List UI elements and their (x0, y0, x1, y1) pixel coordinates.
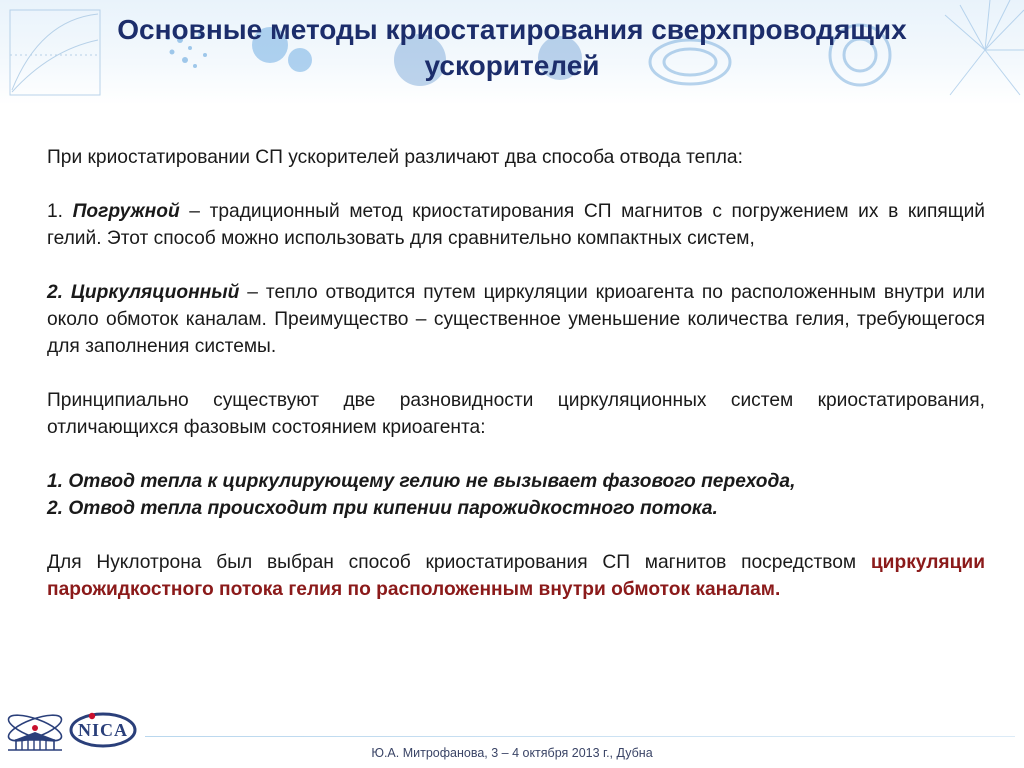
slide-content (47, 144, 985, 603)
variant2-text: 2. Отвод тепла происходит при кипении парожидкостного потока. (47, 498, 718, 519)
method2-paragraph (47, 279, 985, 360)
footer-author-date: Ю.А. Митрофанова, 3 – 4 октября 2013 г., Дубна (371, 746, 653, 760)
nica-logo-text: NICA (77, 720, 128, 740)
conclusion-paragraph (47, 549, 985, 603)
variant1-line (47, 468, 985, 495)
nica-logo (68, 710, 138, 750)
conclusion-prefix: Для Нуклотрона был выбран способ криостатирования СП магнитов посредством (47, 552, 871, 573)
method1-name: Погружной (72, 201, 180, 222)
conclusion-highlight: циркуляции парожидкостного потока гелия по расположенным внутри обмоток каналам. (47, 552, 985, 600)
variant1-text: 1. Отвод тепла к циркулирующему гелию не вызывает фазового перехода, (47, 471, 796, 492)
method1-number: 1. (47, 201, 73, 222)
header-banner (0, 0, 1024, 105)
intro-paragraph (47, 144, 985, 171)
intro-text: При криостатировании СП ускорителей различают два способа отвода тепла: (47, 147, 743, 168)
footer-divider (145, 736, 1015, 737)
method2-name: 2. Циркуляционный (47, 282, 240, 303)
method2-text: – тепло отводится путем циркуляции криоагента по расположенным внутри или около обмоток каналам. Преимущество – существенное уменьшение количества гелия, требующегося для заполнения системы. (47, 282, 985, 357)
variant2-line (47, 495, 985, 522)
method1-text: – традиционный метод криостатирования СП магнитов с погружением их в кипящий гелий. Этот способ можно использовать для сравнительно компактных систем, (47, 201, 985, 249)
variants-intro-paragraph (47, 387, 985, 441)
slide-title: Основные методы криостатирования сверхпроводящих ускорителей (117, 14, 907, 81)
method1-paragraph (47, 198, 985, 252)
variants-intro-text: Принципиально существуют две разновидности циркуляционных систем криостатирования, отличающихся фазовым состоянием криоагента: (47, 390, 985, 438)
